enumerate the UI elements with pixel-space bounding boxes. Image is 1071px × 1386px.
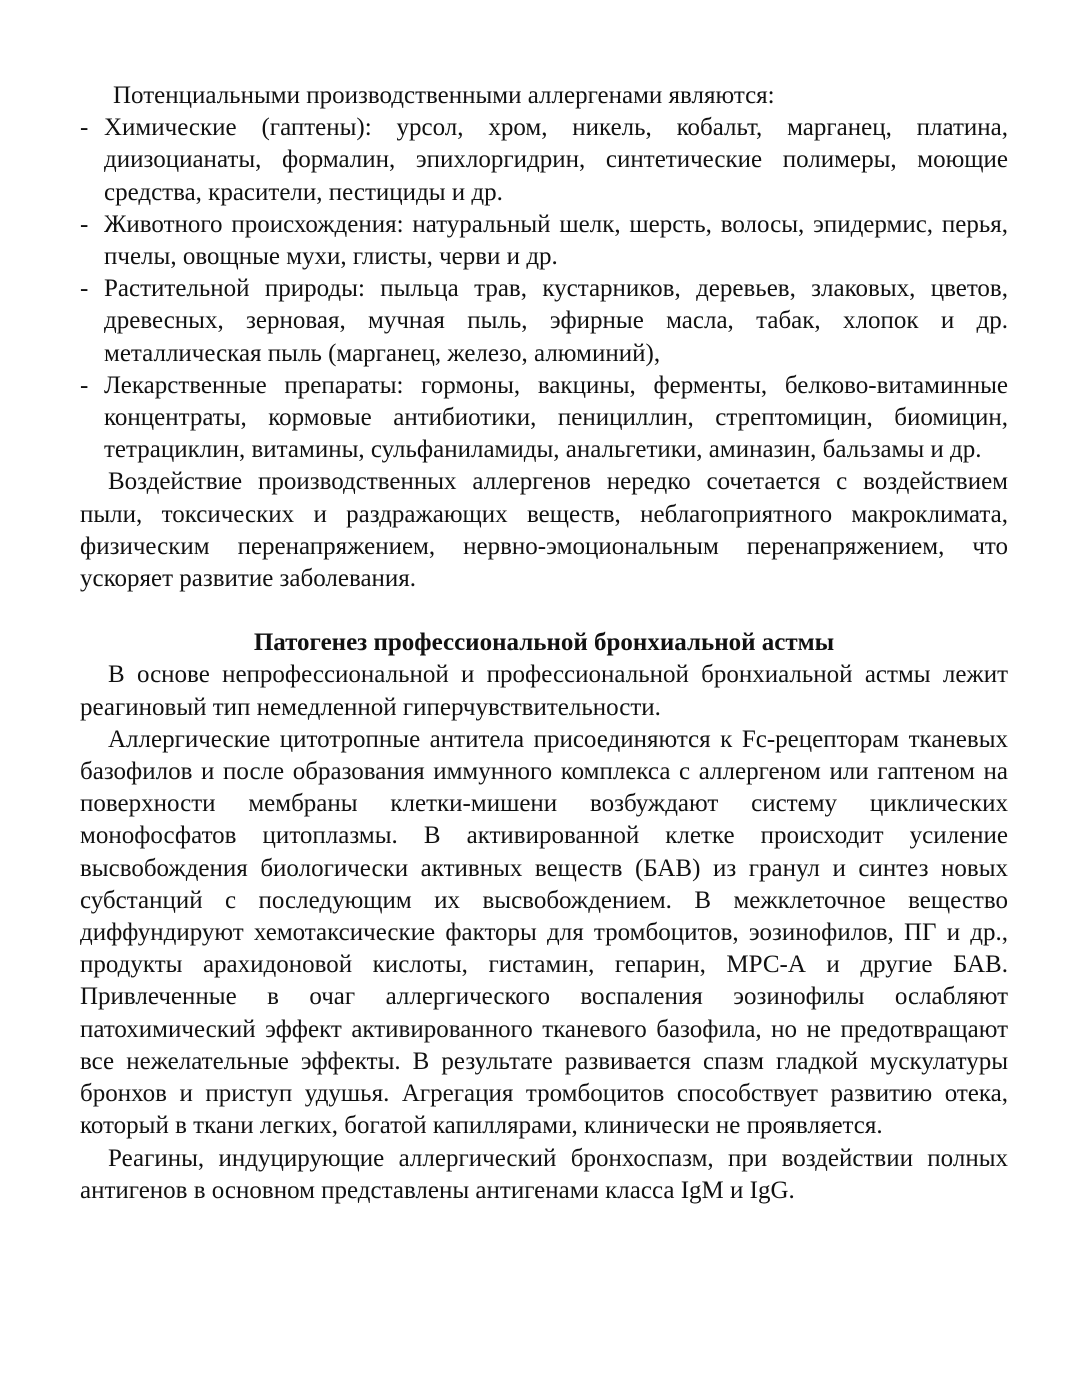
list-dash: - [80,275,89,303]
paragraph-effects: Воздействие производственных аллергенов нередко сочетается с воздействием пыли, токсических и раздражающих веществ, неблагоприятного макроклимата, физическим перенапряжением, нервно-эмоциональным перенапряжением, что ускоряет развитие заболевания. [80,468,1008,593]
list-item [80,370,1008,467]
intro-text: Потенциальными производственными аллергенами являются: [113,82,775,109]
paragraph: В основе непрофессиональной и профессиональной бронхиальной астмы лежит реагиновый тип немедленной гиперчувствительности. [80,661,1008,721]
list-dash: - [80,114,89,142]
allergen-list [80,112,1008,466]
list-item-text: Животного происхождения: натуральный шелк, шерсть, волосы, эпидермис, перья, пчелы, овощные мухи, глисты, черви и др. [104,210,1008,271]
list-item [80,209,1008,273]
list-item-text: Растительной природы: пыльца трав, кустарников, деревьев, злаковых, цветов, древесных, зерновая, мучная пыль, эфирные масла, табак, хлопок и др. металлическая пыль (марганец, железо, алюминий), [104,275,1008,367]
list-dash: - [80,371,89,399]
list-item-text: Химические (гаптены): урсол, хром, никель, кобальт, марганец, платина, диизоцианаты, формалин, эпихлоргидрин, синтетические полимеры, моющие средства, красители, пестициды и др. [104,114,1008,206]
list-item-text: Лекарственные препараты: гормоны, вакцины, ферменты, белково-витаминные концентраты, кормовые антибиотики, пенициллин, стрептомицин, биомицин, тетрациклин, витамины, сульфаниламиды, анальгетики, аминазин, бальзамы и др. [104,371,1008,464]
paragraph: Аллергические цитотропные антитела присоединяются к Fc-рецепторам тканевых базофилов и после образования иммунного комплекса с аллергеном или гаптеном на поверхности мембраны клетки-мишени возбуждают систему циклических монофосфатов цитоплазмы. В активированной клетке происходит усиление высвобождения биологически активных веществ (БАВ) из гранул и синтез новых субстанций с последующим их высвобождением. В межклеточное вещество диффундируют хемотаксические факторы для тромбоцитов, эозинофилов, ПГ и др., продукты арахидоновой кислоты, гистамин, гепарин, МРС-А и другие БАВ. Привлеченные в очаг аллергического воспаления эозинофилы ослабляют патохимический эффект активированного тканевого базофила, но не предотвращают все нежелательные эффекты. В результате развивается спазм гладкой мускулатуры бронхов и приступ удушья. Агрегация тромбоцитов способствует развитию отека, который в ткани легких, богатой капиллярами, клинически не проявляется. [80,725,1008,1140]
list-item [80,273,1008,370]
list-dash: - [80,210,89,238]
paragraph: Реагины, индуцирующие аллергический бронхоспазм, при воздействии полных антигенов в основном представлены антигенами класса IgM и IgG. [80,1144,1008,1204]
document-page [80,80,1008,1207]
list-item [80,112,1008,209]
section-heading: Патогенез профессиональной бронхиальной астмы [253,629,835,657]
